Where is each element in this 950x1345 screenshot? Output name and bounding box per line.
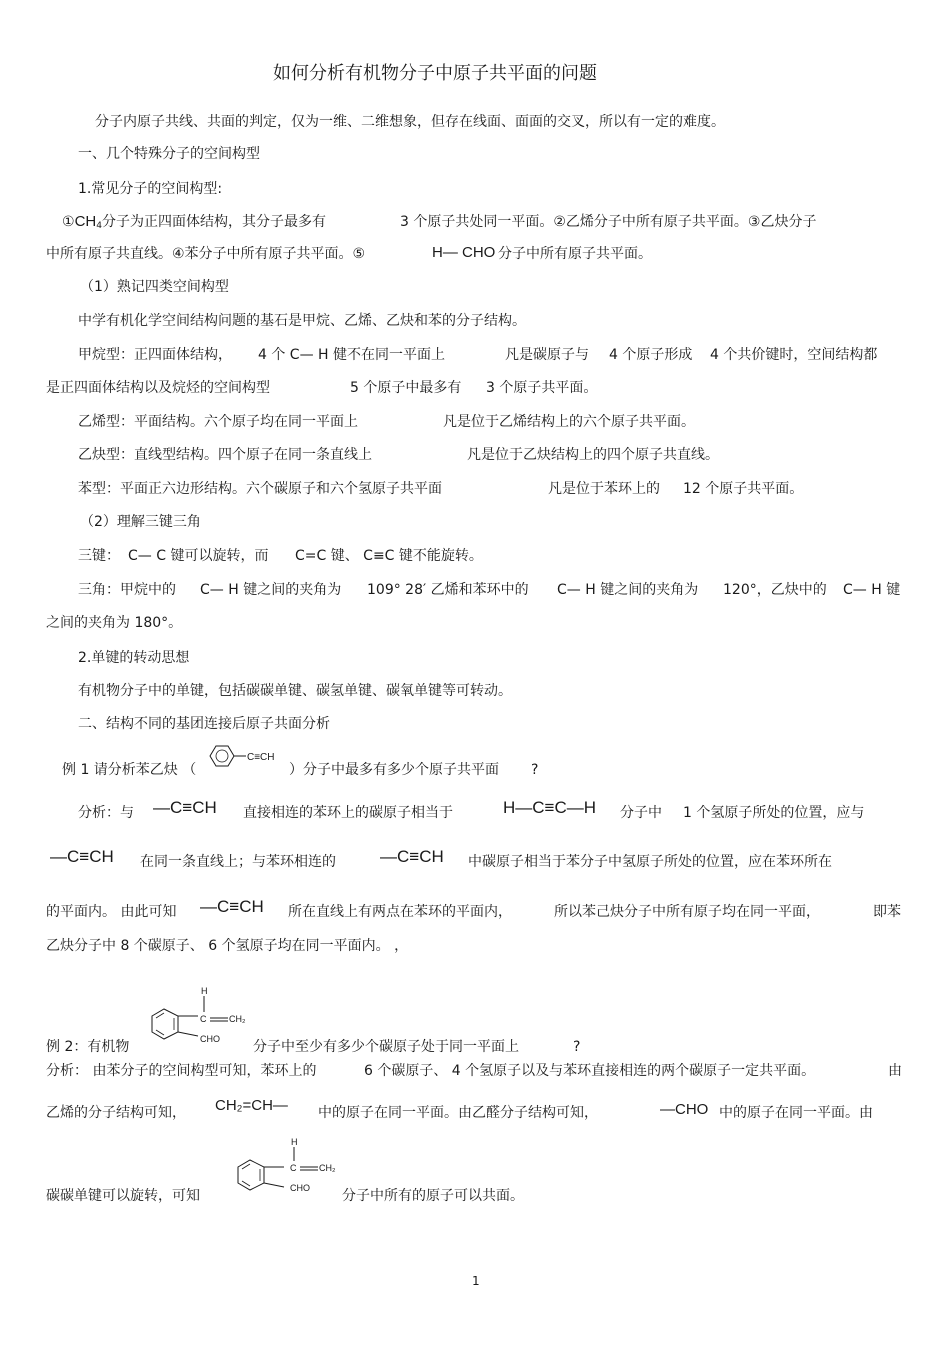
para-four-types: 中学有机化学空间结构问题的基石是甲烷、乙烯、乙炔和苯的分子结构。 (78, 313, 526, 329)
para-1-line-1: $①CH_4$分子为正四面体结构，其分子最多有 (62, 213, 326, 231)
angle-line-2: 之间的夹角为 180°。 (46, 615, 183, 631)
analysis-1-b: 直接相连的苯环上的碳原子相当于 (243, 805, 453, 821)
analysis-1-c: 分子中 (620, 805, 662, 821)
struct-label-c: C (200, 1014, 207, 1024)
methane-a: 甲烷型：正四面体结构， (78, 347, 232, 363)
angle-e: 120°，乙炔中的 (723, 582, 827, 598)
angle-a: 三角：甲烷中的 (78, 582, 176, 598)
benzene-c: 12 个原子共平面。 (683, 481, 804, 497)
analysis-ex2-b: 6 个碳原子、 4 个氢原子以及与苯环直接相连的两个碳原子一定共平面。 (364, 1063, 816, 1079)
para-1-line-2b: 分子中所有原子共平面。 (498, 246, 652, 262)
formula-ethynyl-1: —C≡CH (153, 798, 217, 817)
section-heading-2: 二、结构不同的基团连接后原子共面分析 (78, 716, 330, 732)
analysis-ex2-c: 由 (888, 1063, 902, 1079)
formula-ethynyl-2: —C≡CH (50, 847, 114, 866)
analysis-1-a: 分析：与 (78, 805, 134, 821)
example-1-question: ? (531, 762, 539, 778)
example-1-b: ）分子中最多有多少个原子共平面 (289, 762, 499, 778)
analysis-ex2-line2-c: 中的原子在同一平面。由 (719, 1105, 873, 1121)
para-1-line-1b: 3 个原子共处同一平面。②乙烯分子中所有原子共平面。③乙炔分子 (400, 214, 817, 230)
struct-label-ch2: CH₂ (319, 1163, 336, 1173)
analysis-ex2-line3-b: 分子中所有的原子可以共面。 (342, 1188, 524, 1204)
bond-a: 三键： (78, 548, 120, 564)
analysis-3-a: 的平面内。 由此可知 (46, 904, 177, 920)
subheading-1: 1.常见分子的空间构型: (78, 181, 223, 197)
analysis-4: 乙炔分子中 8 个碳原子、 6 个氢原子均在同一平面内。 ， (46, 938, 409, 954)
formula-aldehyde: —CHO (660, 1101, 709, 1118)
analysis-ex2-line3-a: 碳碳单键可以旋转，可知 (46, 1188, 200, 1204)
struct-label-h: H (291, 1137, 298, 1147)
analysis-3-b: 所在直线上有两点在苯环的平面内， (288, 904, 512, 920)
angle-c: 109° 28′ 乙烯和苯环中的 (367, 582, 529, 598)
methane2-c: 3 个原子共平面。 (486, 380, 598, 396)
ethene-a: 乙烯型：平面结构。六个原子均在同一平面上 (78, 414, 358, 430)
para-1-line-2a: 中所有原子共直线。④苯分子中所有原子共平面。⑤ (46, 246, 366, 262)
methane-d: 4 个原子形成 (609, 347, 693, 363)
heading-bonds-angles: （2）理解三键三角 (80, 514, 201, 530)
analysis-1-d: 1 个氢原子所处的位置，应与 (683, 805, 865, 821)
analysis-3-d: 即苯 (873, 904, 901, 920)
formula-acetylene: H—C≡C—H (503, 798, 597, 817)
ethene-b: 凡是位于乙烯结构上的六个原子共平面。 (443, 414, 695, 430)
subheading-2: 2.单键的转动思想 (78, 650, 190, 666)
ethyne-a: 乙炔型：直线型结构。四个原子在同一条直线上 (78, 447, 372, 463)
heading-four-types: （1）熟记四类空间构型 (80, 279, 229, 295)
methane-b: 4 个 C— H 健不在同一平面上 (258, 347, 446, 363)
formula-hcho: H— CHO (432, 244, 496, 261)
struct-label-ccch: C≡CH (247, 752, 275, 763)
formula-ethynyl-4: —C≡CH (200, 897, 264, 916)
section-heading-1: 一、几个特殊分子的空间构型 (78, 146, 260, 162)
para-single-bond: 有机物分子中的单键，包括碳碳单键、碳氢单键、碳氧单键等可转动。 (78, 683, 512, 699)
benzene-a: 苯型：平面正六边形结构。六个碳原子和六个氢原子共平面 (78, 481, 442, 497)
cinnamaldehyde-structure-1 (140, 982, 258, 1052)
angle-f: C— H 键 (843, 582, 901, 598)
bond-b: C— C 键可以旋转，而 (128, 548, 269, 564)
struct-label-cho: CHO (290, 1183, 310, 1193)
analysis-3-c: 所以苯己炔分子中所有原子均在同一平面， (554, 904, 820, 920)
intro-paragraph: 分子内原子共线、共面的判定，仅为一维、二维想象，但存在线面、面面的交叉，所以有一定的难度。 (95, 114, 725, 130)
struct-label-cho: CHO (200, 1034, 220, 1044)
analysis-ex2-line2-b: 中的原子在同一平面。由乙醛分子结构可知， (318, 1105, 598, 1121)
example-2-question: ? (573, 1039, 581, 1055)
angle-b: C— H 键之间的夹角为 (200, 582, 342, 598)
analysis-ex2-a: 分析： 由苯分子的空间构型可知，苯环上的 (46, 1063, 317, 1079)
bond-c: C=C 键、 C≡C 键不能旋转。 (295, 548, 483, 564)
example-1-a: 例 1 请分析苯乙炔 （ (62, 762, 197, 778)
formula-vinyl: CH₂=CH— (215, 1097, 288, 1114)
methane2-a: 是正四面体结构以及烷烃的空间构型 (46, 380, 270, 396)
phenylacetylene-structure (202, 742, 294, 774)
example-2-b: 分子中至少有多少个碳原子处于同一平面上 (253, 1039, 519, 1055)
methane-e: 4 个共价键时，空间结构都 (710, 347, 878, 363)
struct-label-h: H (201, 986, 208, 996)
example-2-a: 例 2：有机物 (46, 1039, 130, 1055)
ethyne-b: 凡是位于乙炔结构上的四个原子共直线。 (467, 447, 719, 463)
formula-ethynyl-3: —C≡CH (380, 847, 444, 866)
page-number: 1 (472, 1274, 480, 1288)
cinnamaldehyde-structure-2 (226, 1133, 344, 1203)
methane2-b: 5 个原子中最多有 (350, 380, 462, 396)
benzene-b: 凡是位于苯环上的 (548, 481, 660, 497)
page-title: 如何分析有机物分子中原子共平面的问题 (273, 63, 597, 84)
angle-d: C— H 键之间的夹角为 (557, 582, 699, 598)
struct-label-c: C (290, 1163, 297, 1173)
analysis-2-b: 在同一条直线上；与苯环相连的 (140, 854, 336, 870)
methane-c: 凡是碳原子与 (505, 347, 589, 363)
analysis-2-c: 中碳原子相当于苯分子中氢原子所处的位置，应在苯环所在 (468, 854, 832, 870)
analysis-ex2-line2-a: 乙烯的分子结构可知， (46, 1105, 186, 1121)
struct-label-ch2: CH₂ (229, 1014, 246, 1024)
